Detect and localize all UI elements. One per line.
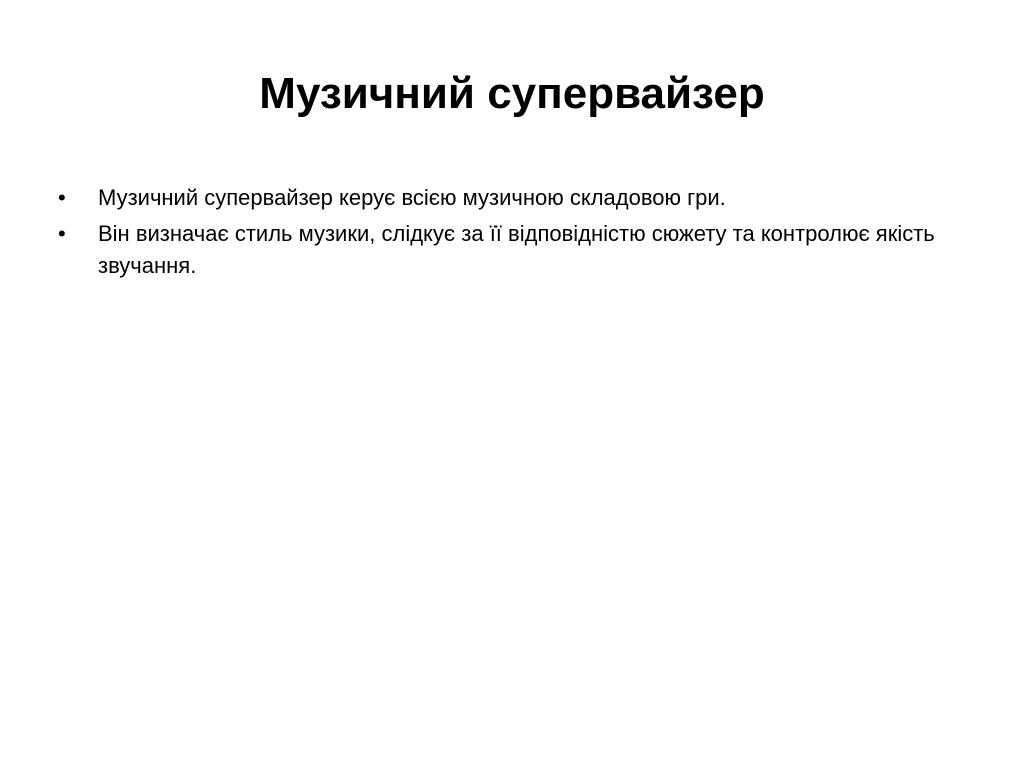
bullet-item: [58, 182, 958, 214]
bullet-item: [58, 218, 958, 282]
bullet-list: [58, 182, 958, 286]
bullet-text: Музичний супервайзер керує всією музичною складовою гри.: [98, 185, 726, 210]
bullet-dot-icon: •: [58, 221, 66, 246]
bullet-dot-icon: •: [58, 185, 66, 210]
slide-title: Музичний супервайзер: [259, 69, 765, 118]
bullet-text: Він визначає стиль музики, слідкує за її відповідністю сюжету та контролює якість звучання.: [98, 221, 935, 278]
